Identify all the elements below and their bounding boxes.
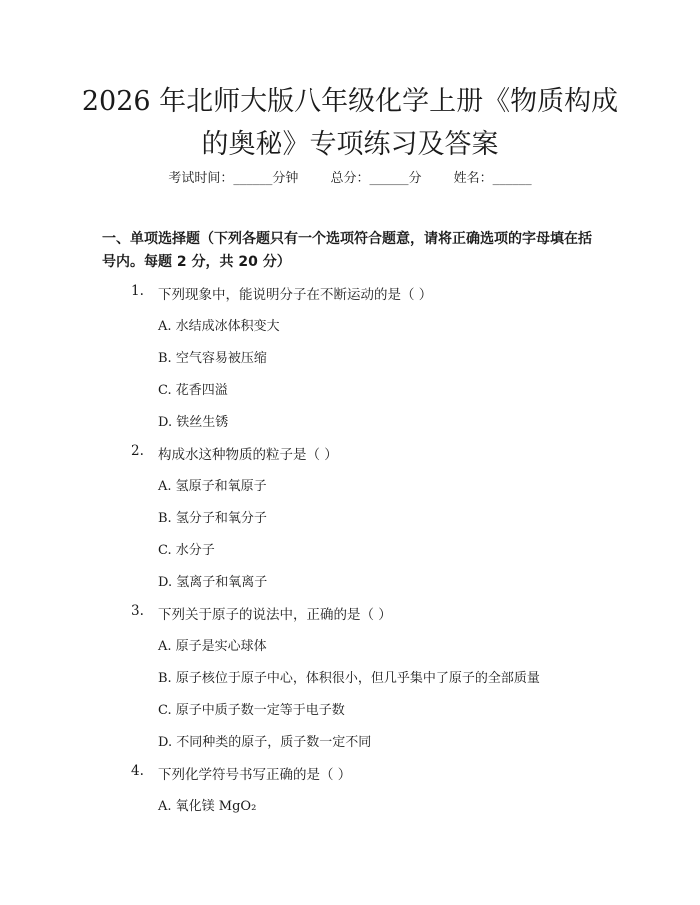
question-2-option-a: A. 氢原子和氧原子 — [158, 479, 267, 494]
question-2-option-d: D. 氢离子和氧离子 — [158, 575, 268, 590]
question-2-option-c: C. 水分子 — [158, 543, 215, 558]
exam-time-field: 考试时间：______分钟 — [168, 171, 299, 186]
question-number: 3. — [131, 603, 144, 619]
question-1-option-c: C. 花香四溢 — [158, 383, 228, 398]
document-title — [0, 80, 700, 166]
exam-info-row — [0, 167, 700, 186]
question-text: 构成水这种物质的粒子是（ ） — [158, 447, 338, 463]
question-number: 1. — [131, 283, 144, 299]
question-1-option-a: A. 水结成冰体积变大 — [158, 319, 280, 334]
question-3-option-b: B. 原子核位于原子中心，体积很小，但几乎集中了原子的全部质量 — [158, 671, 540, 686]
question-number: 4. — [131, 763, 144, 779]
student-name-field: 姓名：______ — [453, 171, 532, 186]
total-score-field: 总分：______分 — [330, 171, 422, 186]
question-number: 2. — [131, 443, 144, 459]
title-line-2: 的奥秘》专项练习及答案 — [201, 129, 499, 160]
section-heading-single-choice: 一、单项选择题（下列各题只有一个选项符合题意，请将正确选项的字母填在括号内。每题 2 分，共 20 分） — [102, 231, 592, 270]
title-line-1: 2026 年北师大版八年级化学上册《物质构成 — [81, 86, 619, 117]
question-3-option-a: A. 原子是实心球体 — [158, 639, 267, 654]
question-text: 下列现象中，能说明分子在不断运动的是（ ） — [158, 287, 433, 303]
question-3-option-d: D. 不同种类的原子，质子数一定不同 — [158, 735, 372, 750]
question-4-option-a: A. 氧化镁 MgO₂ — [158, 799, 257, 814]
question-3-option-c: C. 原子中质子数一定等于电子数 — [158, 703, 345, 718]
question-1-option-d: D. 铁丝生锈 — [158, 415, 229, 430]
question-text: 下列关于原子的说法中，正确的是（ ） — [158, 607, 392, 623]
question-1-option-b: B. 空气容易被压缩 — [158, 351, 267, 366]
question-2-option-b: B. 氢分子和氧分子 — [158, 511, 267, 526]
question-text: 下列化学符号书写正确的是（ ） — [158, 767, 352, 783]
